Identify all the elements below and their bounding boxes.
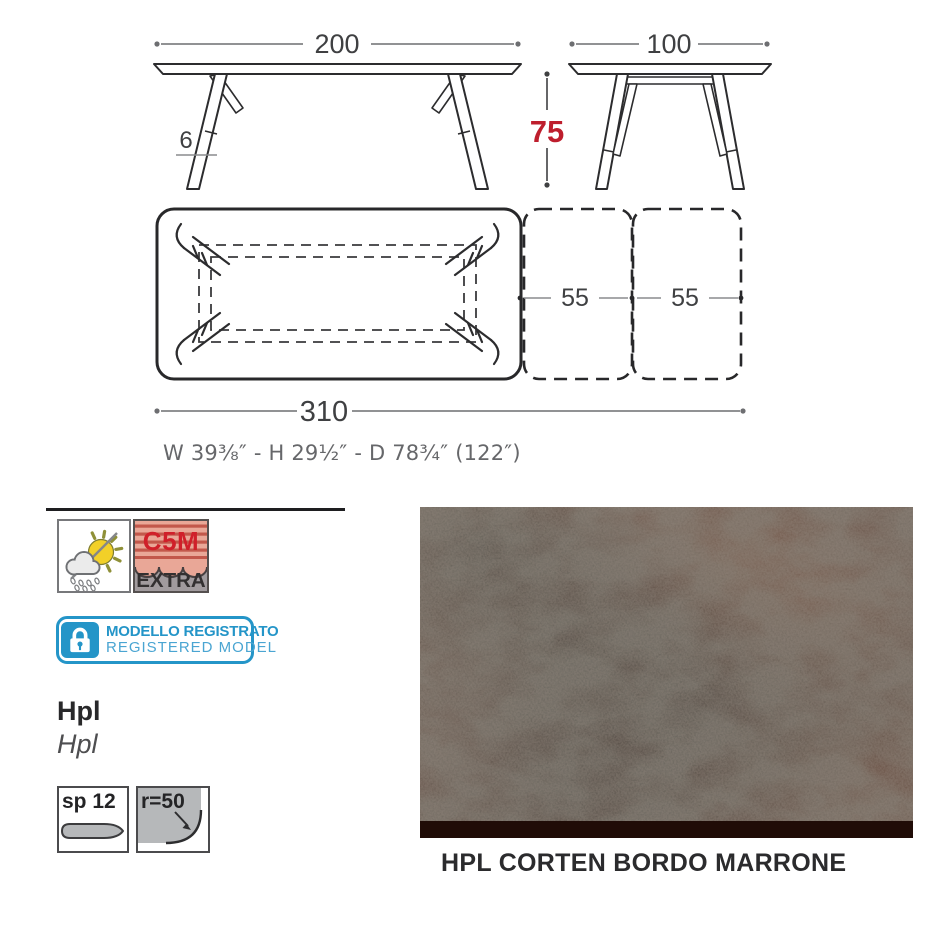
front-width-label: 200 bbox=[314, 29, 360, 59]
height-label: 75 bbox=[529, 114, 565, 149]
side-width-label: 100 bbox=[646, 29, 692, 59]
radius-label: r=50 bbox=[141, 790, 185, 813]
top-view bbox=[157, 209, 743, 379]
dim-line-75 bbox=[530, 71, 564, 187]
outdoor-weather-icon bbox=[57, 519, 131, 593]
thickness-label: sp 12 bbox=[62, 790, 116, 813]
dim-line-310 bbox=[154, 396, 745, 428]
swatch-caption: HPL CORTEN BORDO MARRONE bbox=[441, 849, 847, 877]
material-swatch bbox=[420, 507, 913, 838]
total-width-label: 310 bbox=[299, 396, 349, 428]
dim-line-55 bbox=[518, 284, 744, 312]
material-name-translation: Hpl bbox=[57, 729, 98, 759]
imperial-dimensions: W 39³⁄₈″ - H 29¹⁄₂″ - D 78³⁄₄″ (122″) bbox=[163, 441, 521, 465]
corner-radius-icon bbox=[136, 786, 210, 853]
thickness-icon bbox=[57, 786, 129, 853]
c5m-grade-label: EXTRA bbox=[136, 569, 206, 591]
front-view bbox=[154, 29, 521, 189]
registered-model-line2: REGISTERED MODEL bbox=[106, 639, 278, 656]
side-view bbox=[569, 29, 771, 189]
padlock-icon bbox=[61, 622, 99, 658]
section-divider bbox=[46, 508, 345, 511]
registered-model-line1: MODELLO REGISTRATO bbox=[106, 622, 279, 640]
ext2-label: 55 bbox=[671, 284, 699, 312]
swatch-edge-band bbox=[420, 821, 913, 838]
registered-model-badge bbox=[56, 616, 279, 664]
material-name: Hpl bbox=[57, 696, 101, 726]
ext1-label: 55 bbox=[561, 284, 589, 312]
corrosion-class-badge bbox=[133, 519, 209, 593]
leg-thickness-label: 6 bbox=[179, 127, 193, 154]
c5m-code-label: C5M bbox=[142, 526, 200, 556]
raindrops bbox=[70, 577, 100, 591]
